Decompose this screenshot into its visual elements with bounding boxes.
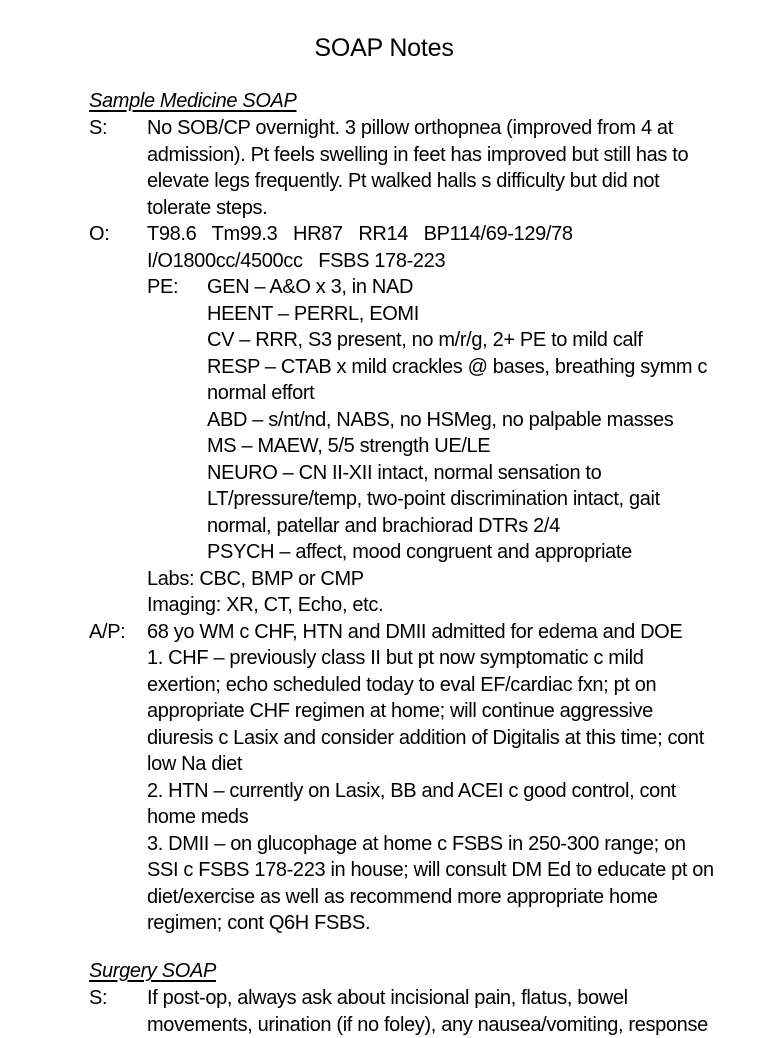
medicine-s-tag: S: xyxy=(89,115,107,142)
medicine-pe-tag: PE: xyxy=(147,274,178,301)
ap-line: home meds xyxy=(147,804,248,831)
pe-line-neuro-cont: normal, patellar and brachiorad DTRs 2/4 xyxy=(207,513,560,540)
ap-line: 68 yo WM c CHF, HTN and DMII admitted for edema and DOE xyxy=(147,619,682,646)
pe-line-neuro-cont: LT/pressure/temp, two-point discrimination intact, gait xyxy=(207,486,660,513)
medicine-s-line: tolerate steps. xyxy=(147,195,267,222)
ap-line: diet/exercise as well as recommend more appropriate home xyxy=(147,884,658,911)
pe-line-abd: ABD – s/nt/nd, NABS, no HSMeg, no palpable masses xyxy=(207,407,673,434)
pe-line-gen: GEN – A&O x 3, in NAD xyxy=(207,274,413,301)
medicine-s-line: admission). Pt feels swelling in feet has improved but still has to xyxy=(147,142,688,169)
ap-line: 3. DMII – on glucophage at home c FSBS in 250-300 range; on xyxy=(147,831,686,858)
pe-line-heent: HEENT – PERRL, EOMI xyxy=(207,301,419,328)
ap-line: SSI c FSBS 178-223 in house; will consult DM Ed to educate pt on xyxy=(147,857,714,884)
medicine-ap-tag: A/P: xyxy=(89,619,125,646)
pe-line-cv: CV – RRR, S3 present, no m/r/g, 2+ PE to mild calf xyxy=(207,327,642,354)
medicine-labs-line: Labs: CBC, BMP or CMP xyxy=(147,566,364,593)
pe-line-psych: PSYCH – affect, mood congruent and appropriate xyxy=(207,539,632,566)
pe-line-resp: RESP – CTAB x mild crackles @ bases, breathing symm c xyxy=(207,354,707,381)
ap-line: diuresis c Lasix and consider addition of Digitalis at this time; cont xyxy=(147,725,704,752)
pe-line-neuro: NEURO – CN II-XII intact, normal sensation to xyxy=(207,460,601,487)
medicine-o-tag: O: xyxy=(89,221,109,248)
surgery-s-line: If post-op, always ask about incisional pain, flatus, bowel xyxy=(147,985,628,1012)
document-title: SOAP Notes xyxy=(0,33,768,63)
medicine-imaging-line: Imaging: XR, CT, Echo, etc. xyxy=(147,592,383,619)
ap-line: 1. CHF – previously class II but pt now symptomatic c mild xyxy=(147,645,644,672)
surgery-s-line: movements, urination (if no foley), any nausea/vomiting, response xyxy=(147,1012,708,1038)
pe-line-ms: MS – MAEW, 5/5 strength UE/LE xyxy=(207,433,490,460)
ap-line: low Na diet xyxy=(147,751,242,778)
ap-line: 2. HTN – currently on Lasix, BB and ACEI c good control, cont xyxy=(147,778,676,805)
ap-line: appropriate CHF regimen at home; will continue aggressive xyxy=(147,698,653,725)
pe-line-resp-cont: normal effort xyxy=(207,380,314,407)
medicine-soap-heading: Sample Medicine SOAP xyxy=(89,88,297,115)
ap-line: regimen; cont Q6H FSBS. xyxy=(147,910,370,937)
ap-line: exertion; echo scheduled today to eval EF/cardiac fxn; pt on xyxy=(147,672,656,699)
medicine-s-line: elevate legs frequently. Pt walked halls s difficulty but did not xyxy=(147,168,659,195)
medicine-vitals-line: T98.6 Tm99.3 HR87 RR14 BP114/69-129/78 xyxy=(147,221,573,248)
medicine-io-line: I/O1800cc/4500cc FSBS 178-223 xyxy=(147,248,445,275)
surgery-soap-heading: Surgery SOAP xyxy=(89,958,216,985)
medicine-s-line: No SOB/CP overnight. 3 pillow orthopnea (improved from 4 at xyxy=(147,115,673,142)
surgery-s-tag: S: xyxy=(89,985,107,1012)
